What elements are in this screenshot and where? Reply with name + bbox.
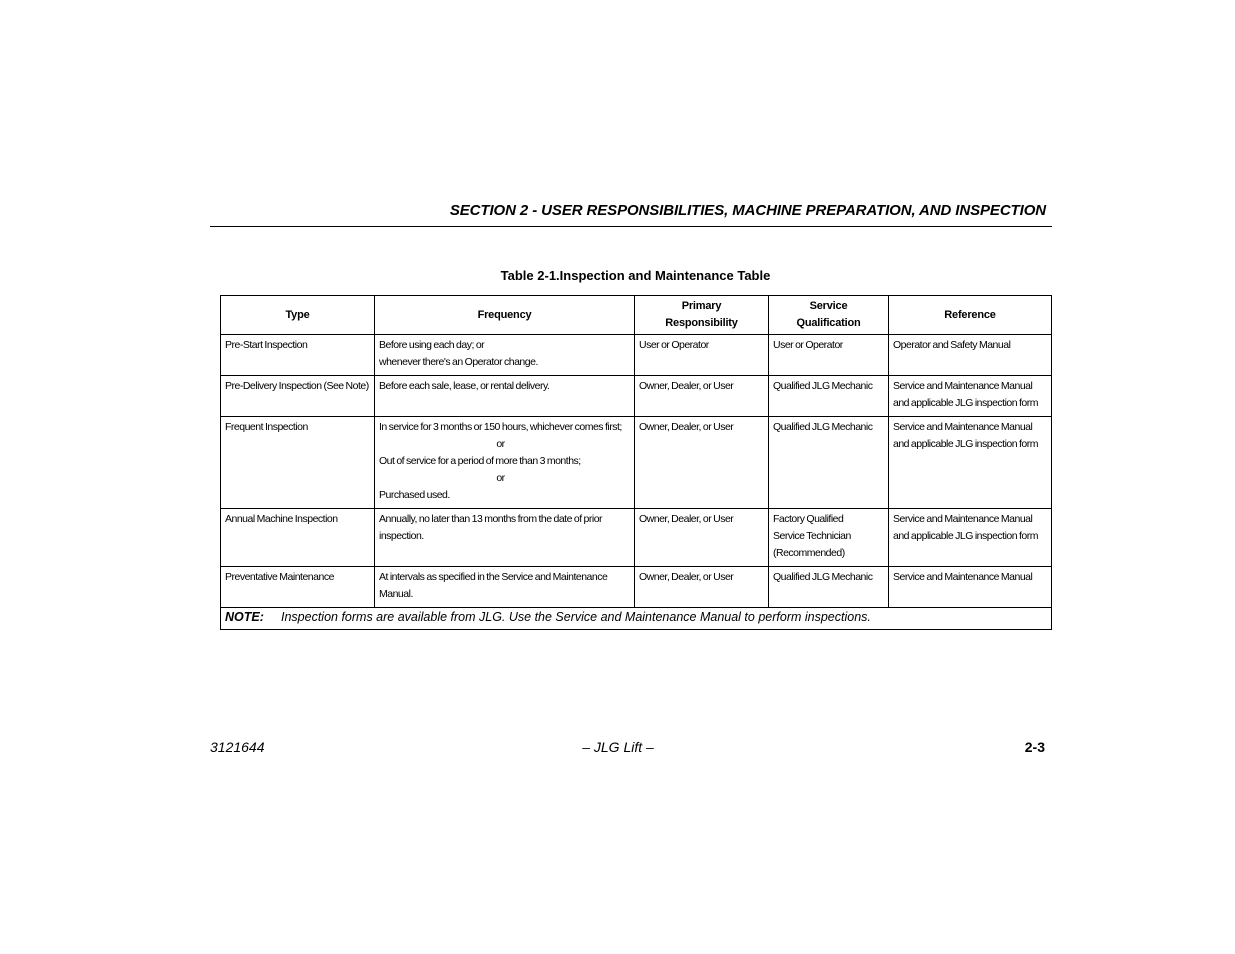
- cell-line: Service Technician: [773, 530, 851, 542]
- cell-primary-responsibility: Owner, Dealer, or User: [635, 567, 769, 608]
- cell-line: or: [496, 472, 505, 484]
- cell-frequency: [375, 567, 635, 608]
- cell-frequency: [375, 509, 635, 567]
- cell-line: (Recommended): [773, 547, 845, 559]
- cell-line: Service and Maintenance Manual: [893, 421, 1033, 433]
- section-title: SECTION 2 - USER RESPONSIBILITIES, MACHINE PREPARATION, AND INSPECTION: [449, 202, 1046, 219]
- cell-line: Service and Maintenance Manual: [893, 380, 1033, 392]
- cell-line: Service and Maintenance Manual: [893, 513, 1033, 525]
- cell-reference: [889, 376, 1052, 417]
- cell-service-qualification: [769, 376, 889, 417]
- cell-service-qualification: [769, 509, 889, 567]
- column-header-service-qualification: [769, 296, 889, 335]
- page-number: 2-3: [1024, 739, 1045, 755]
- header-line: Responsibility: [665, 317, 738, 329]
- cell-service-qualification: [769, 335, 889, 376]
- cell-type: Frequent Inspection: [221, 417, 375, 509]
- cell-primary-responsibility: Owner, Dealer, or User: [635, 509, 769, 567]
- column-header-type: Type: [221, 296, 375, 335]
- column-header-primary-responsibility: [635, 296, 769, 335]
- cell-frequency: [375, 417, 635, 509]
- table-note-row: [221, 608, 1052, 630]
- cell-reference: [889, 567, 1052, 608]
- cell-line: Operator and Safety Manual: [893, 339, 1011, 351]
- cell-line: Qualified JLG Mechanic: [773, 571, 873, 583]
- cell-primary-responsibility: Owner, Dealer, or User: [635, 376, 769, 417]
- cell-line: and applicable JLG inspection form: [893, 438, 1039, 450]
- cell-line: Purchased used.: [379, 489, 450, 501]
- inspection-maintenance-table: [220, 295, 1052, 630]
- table-row: [221, 335, 1052, 376]
- table-row: [221, 509, 1052, 567]
- cell-service-qualification: [769, 417, 889, 509]
- header-line: Qualification: [796, 317, 861, 329]
- cell-line: At intervals as specified in the Service and Maintenance: [379, 571, 608, 583]
- note-label: NOTE:: [225, 610, 264, 624]
- cell-service-qualification: [769, 567, 889, 608]
- column-header-reference: Reference: [889, 296, 1052, 335]
- cell-line: whenever there's an Operator change.: [379, 356, 538, 368]
- cell-line: Qualified JLG Mechanic: [773, 421, 873, 433]
- table-row: [221, 376, 1052, 417]
- cell-line: Before each sale, lease, or rental delivery.: [379, 380, 550, 392]
- cell-line: User or Operator: [773, 339, 843, 351]
- cell-line: Factory Qualified: [773, 513, 844, 525]
- cell-type: Pre-Start Inspection: [221, 335, 375, 376]
- cell-line: Annually, no later than 13 months from the date of prior: [379, 513, 603, 525]
- cell-line: Service and Maintenance Manual: [893, 571, 1033, 583]
- cell-line: Qualified JLG Mechanic: [773, 380, 873, 392]
- cell-frequency: [375, 376, 635, 417]
- cell-line: and applicable JLG inspection form: [893, 397, 1039, 409]
- cell-primary-responsibility: User or Operator: [635, 335, 769, 376]
- cell-reference: [889, 417, 1052, 509]
- header-rule: [210, 226, 1052, 227]
- cell-type: Preventative Maintenance: [221, 567, 375, 608]
- table-note: [221, 608, 1052, 630]
- footer-center-text: – JLG Lift –: [582, 739, 654, 755]
- cell-line: Out of service for a period of more than 3 months;: [379, 455, 581, 467]
- cell-line: and applicable JLG inspection form: [893, 530, 1039, 542]
- header-line: Primary: [681, 300, 722, 312]
- table-header-row: [221, 296, 1052, 335]
- cell-type: Pre-Delivery Inspection (See Note): [221, 376, 375, 417]
- cell-line: Before using each day; or: [379, 339, 485, 351]
- cell-line: In service for 3 months or 150 hours, whichever comes first;: [379, 421, 622, 433]
- table-caption: Table 2-1.Inspection and Maintenance Table: [500, 268, 771, 283]
- cell-line: Manual.: [379, 588, 413, 600]
- cell-line: or: [496, 438, 505, 450]
- cell-primary-responsibility: Owner, Dealer, or User: [635, 417, 769, 509]
- table-row: [221, 417, 1052, 509]
- table-row: [221, 567, 1052, 608]
- cell-reference: [889, 335, 1052, 376]
- document-number: 3121644: [210, 739, 265, 755]
- cell-type: Annual Machine Inspection: [221, 509, 375, 567]
- header-line: Service: [809, 300, 848, 312]
- cell-reference: [889, 509, 1052, 567]
- cell-line: inspection.: [379, 530, 424, 542]
- column-header-frequency: Frequency: [375, 296, 635, 335]
- note-text: Inspection forms are available from JLG. Use the Service and Maintenance Manual to perform inspections.: [281, 610, 871, 624]
- cell-frequency: [375, 335, 635, 376]
